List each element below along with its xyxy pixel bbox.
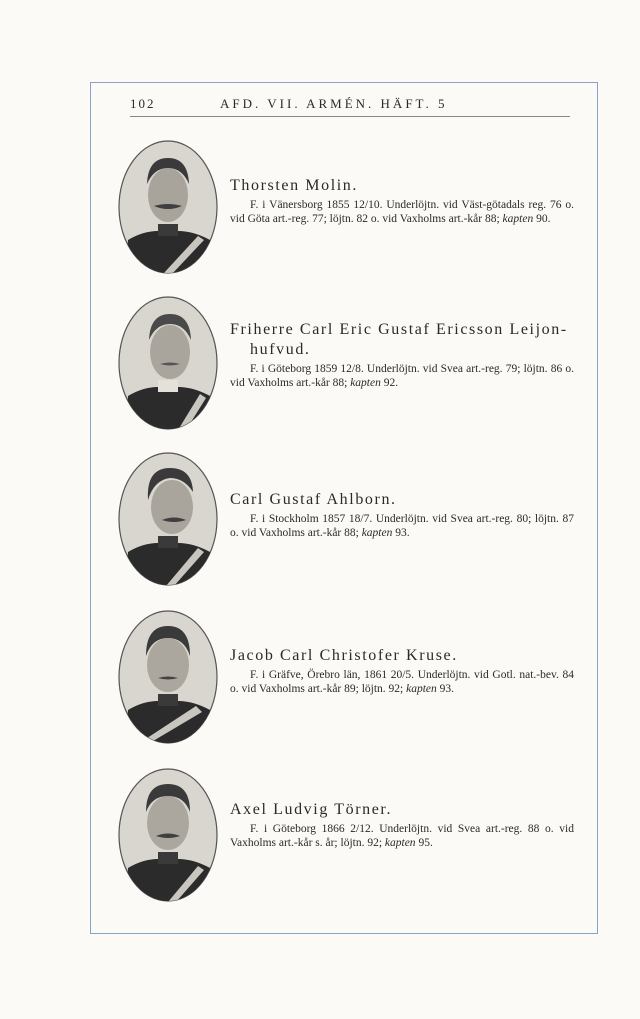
- biography-text: F. i Vänersborg 1855 12/10. Underlöjtn. vid Väst-götadals reg. 76 o. vid Göta art.-reg. 77; löjtn. 82 o. vid Vaxholms art.-kår 88;: [230, 199, 574, 225]
- officer-name: [230, 176, 574, 196]
- rank-year: 92.: [383, 377, 399, 389]
- biography-text: F. i Göteborg 1859 12/8. Underlöjtn. vid Svea art.-reg. 79; löjtn. 86 o. vid Vaxholms art.-kår 88;: [230, 363, 574, 389]
- officer-name: [230, 800, 574, 820]
- officer-biography: [230, 198, 574, 226]
- portrait-photo: [118, 768, 218, 902]
- officer-name-line: Friherre Carl Eric Gustaf Ericsson Leijon-: [230, 321, 568, 338]
- rank-year: 93.: [395, 527, 410, 539]
- officer-name: [230, 490, 574, 510]
- portrait-photo: [118, 296, 218, 430]
- rank-text: kapten: [350, 377, 381, 389]
- portrait-photo: [118, 140, 218, 274]
- biography-text: F. i Stockholm 1857 18/7. Underlöjtn. vid Svea art.-reg. 80; löjtn. 87 o. vid Vaxholms art.-kår 88;: [230, 513, 574, 539]
- running-title: AFD. VII. ARMÉN. HÄFT. 5: [220, 96, 448, 111]
- entry-text: [230, 320, 574, 390]
- officer-name-continuation: hufvud.: [250, 341, 311, 358]
- entry-text: [230, 800, 574, 850]
- rank-text: kapten: [361, 527, 393, 539]
- officer-name-line: Axel Ludvig Törner.: [230, 801, 393, 818]
- officer-biography: [230, 668, 574, 696]
- officer-biography: [230, 362, 574, 390]
- officer-name: [230, 320, 574, 360]
- portrait-photo: [118, 452, 218, 586]
- officer-name-line: Jacob Carl Christofer Kruse.: [230, 647, 458, 664]
- officer-name-line: Thorsten Molin.: [230, 177, 358, 194]
- rank-year: 90.: [536, 213, 551, 225]
- officer-name-line: Carl Gustaf Ahlborn.: [230, 491, 397, 508]
- rank-year: 93.: [439, 683, 455, 695]
- officer-name: [230, 646, 574, 666]
- biography-text: F. i Gräfve, Örebro län, 1861 20/5. Underlöjtn. vid Gotl. nat.-bev. 84 o. vid Vaxholms art.-kår 89; löjtn. 92;: [230, 669, 574, 695]
- rank-text: kapten: [406, 683, 437, 695]
- rank-year: 95.: [418, 837, 433, 849]
- page-number: 102: [130, 96, 156, 111]
- entry-text: [230, 490, 574, 540]
- biography-text: F. i Göteborg 1866 2/12. Underlöjtn. vid Svea art.-reg. 88 o. vid Vaxholms art.-kår s. år; löjtn. 92;: [230, 823, 574, 849]
- entry-text: [230, 646, 574, 696]
- entry-text: [230, 176, 574, 226]
- portrait-photo: [118, 610, 218, 744]
- rank-text: kapten: [384, 837, 416, 849]
- officer-biography: [230, 822, 574, 850]
- rank-text: kapten: [502, 213, 534, 225]
- running-header: [130, 94, 570, 117]
- officer-biography: [230, 512, 574, 540]
